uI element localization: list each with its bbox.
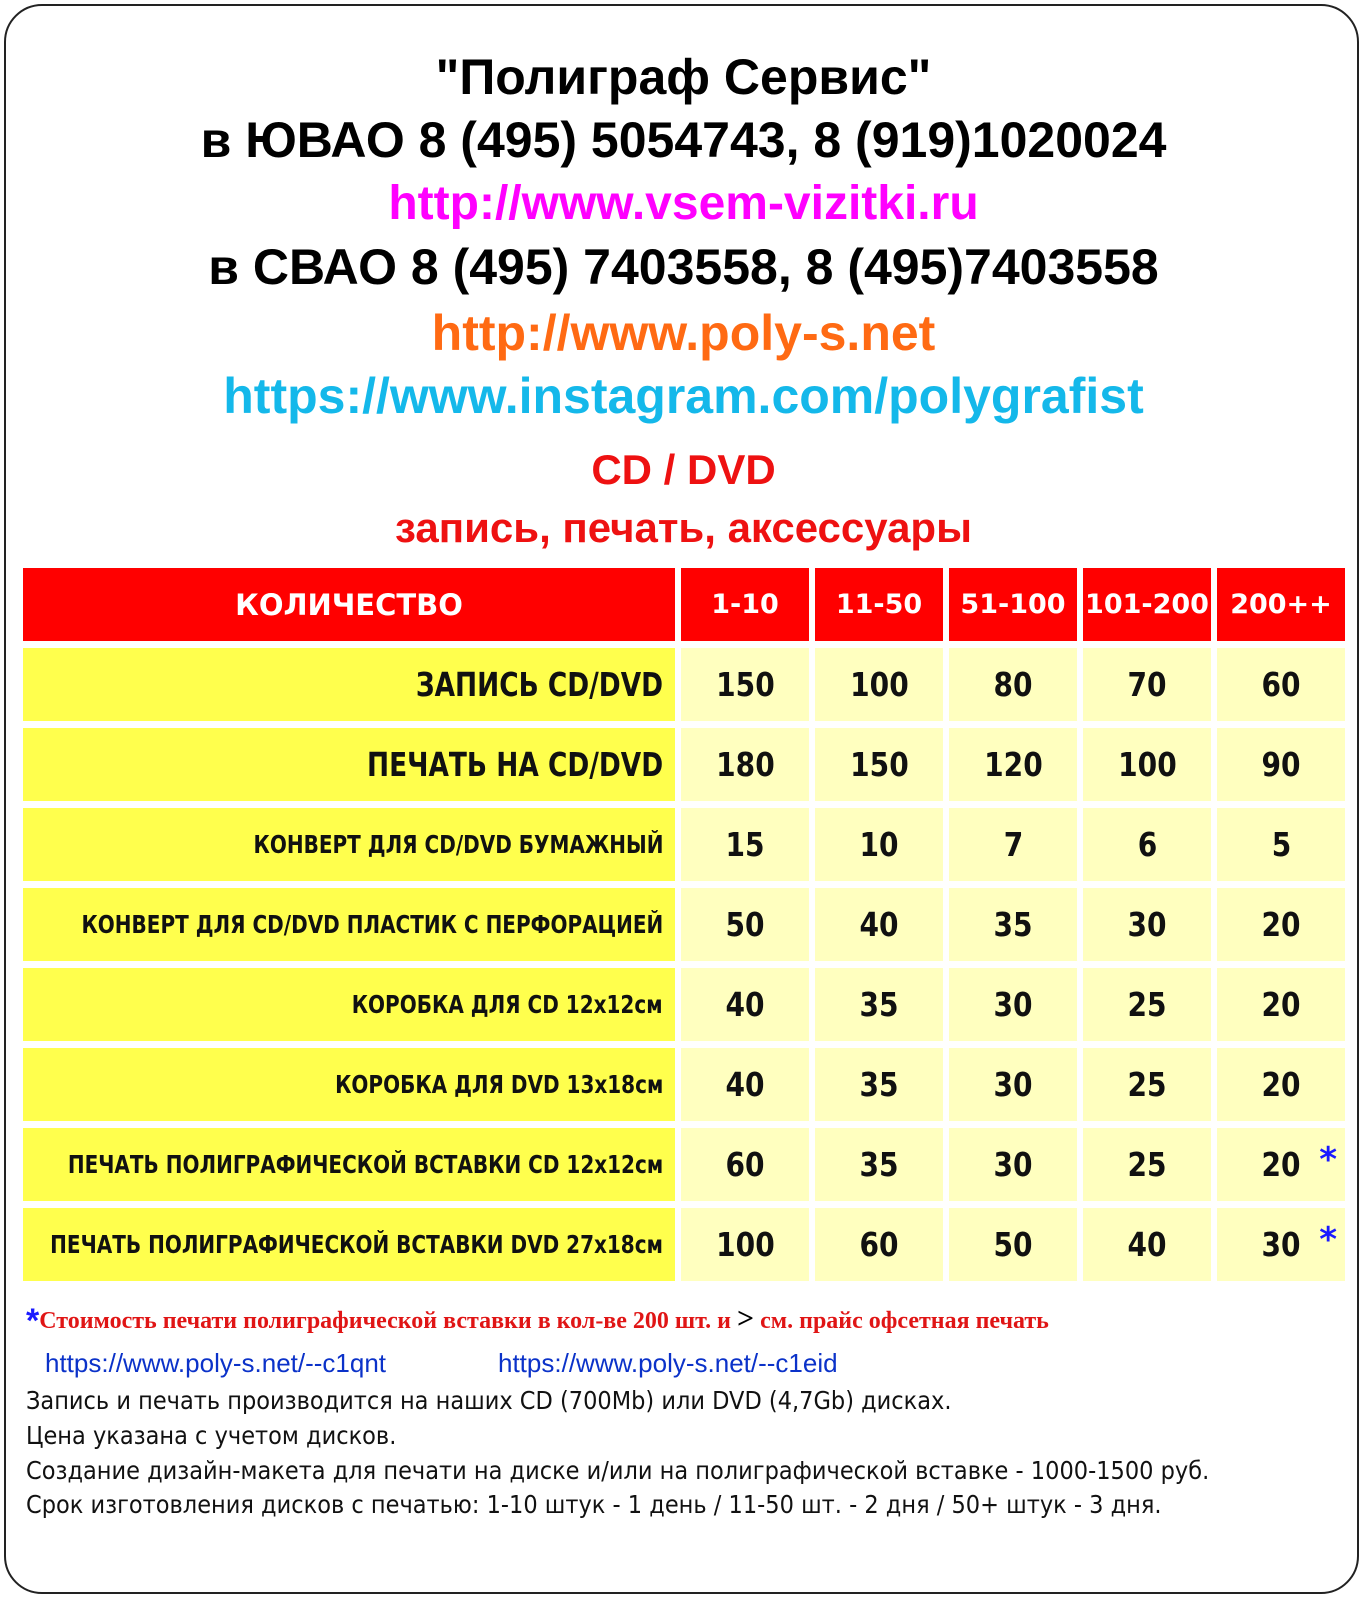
price-table	[23, 568, 1345, 1281]
price-cell	[1083, 1208, 1211, 1281]
row-label-text: КОНВЕРТ ДЛЯ CD/DVD БУМАЖНЫЙ	[253, 830, 663, 859]
price-cell	[815, 1208, 943, 1281]
link-vsem-vizitki[interactable]: http://www.vsem-vizitki.ru	[388, 177, 979, 230]
price-value: 20	[1261, 905, 1301, 944]
price-value: 90	[1261, 745, 1301, 784]
price-cell	[949, 968, 1077, 1041]
price-cell	[949, 808, 1077, 881]
price-value: 10	[859, 825, 899, 864]
footnote-star: *	[26, 1302, 40, 1340]
company-name: "Полиграф Сервис"	[435, 49, 932, 105]
info-line-discs: Запись и печать производится на наших CD (700Mb) или DVD (4,7Gb) дисках.	[26, 1386, 952, 1415]
phones-svao: в СВАО 8 (495) 7403558, 8 (495)7403558	[208, 239, 1159, 295]
price-cell	[949, 1208, 1077, 1281]
column-header-quantity: КОЛИЧЕСТВО	[23, 568, 675, 641]
footnote-marker-icon: *	[1319, 1140, 1337, 1180]
row-label	[23, 968, 675, 1041]
row-label-text: КОНВЕРТ ДЛЯ CD/DVD ПЛАСТИК С ПЕРФОРАЦИЕЙ	[81, 910, 663, 939]
price-cell	[949, 888, 1077, 961]
price-cell	[1083, 968, 1211, 1041]
price-value: 20	[1261, 1145, 1301, 1184]
price-cell	[681, 888, 809, 961]
column-header-qty-3: 51-100	[949, 568, 1077, 641]
phones-yuvao: в ЮВАО 8 (495) 5054743, 8 (919)1020024	[200, 112, 1167, 168]
price-cell	[681, 728, 809, 801]
price-cell	[815, 648, 943, 721]
price-cell	[1083, 888, 1211, 961]
row-label	[23, 808, 675, 881]
price-value: 30	[993, 1065, 1033, 1104]
column-header-qty-5: 200++	[1217, 568, 1345, 641]
price-value: 25	[1127, 1065, 1167, 1104]
price-cell	[949, 1128, 1077, 1201]
row-label	[23, 648, 675, 721]
price-value: 6	[1137, 825, 1157, 864]
price-value: 40	[725, 985, 765, 1024]
column-header-qty-2: 11-50	[815, 568, 943, 641]
info-line-design: Создание дизайн-макета для печати на диске и/или на полиграфической вставке - 1000-1500 руб.	[26, 1456, 1210, 1485]
row-label-text: КОРОБКА ДЛЯ CD 12x12см	[352, 990, 663, 1019]
price-value: 80	[993, 665, 1033, 704]
price-value: 15	[725, 825, 765, 864]
price-cell	[949, 648, 1077, 721]
link-offset-1[interactable]: https://www.poly-s.net/--c1qnt	[45, 1348, 387, 1378]
price-value: 40	[1127, 1225, 1167, 1264]
price-cell	[681, 808, 809, 881]
price-value: 25	[1127, 1145, 1167, 1184]
price-cell	[949, 728, 1077, 801]
price-value: 20	[1261, 985, 1301, 1024]
price-cell	[681, 1128, 809, 1201]
row-label	[23, 1208, 675, 1281]
price-value: 50	[725, 905, 765, 944]
price-cell	[1217, 968, 1345, 1041]
footnote	[26, 1302, 1049, 1341]
price-value: 180	[715, 745, 775, 784]
price-value: 150	[715, 665, 775, 704]
column-header-qty-1: 1-10	[681, 568, 809, 641]
price-value: 7	[1003, 825, 1023, 864]
price-value: 35	[993, 905, 1033, 944]
price-value: 25	[1127, 985, 1167, 1024]
price-value: 60	[725, 1145, 765, 1184]
price-cell	[681, 648, 809, 721]
link-instagram[interactable]: https://www.instagram.com/polygrafist	[223, 368, 1144, 424]
info-line-price: Цена указана с учетом дисков.	[26, 1421, 397, 1450]
footnote-gt-sign: >	[737, 1302, 755, 1335]
price-value: 35	[859, 1065, 899, 1104]
price-cell	[681, 968, 809, 1041]
price-value: 120	[983, 745, 1043, 784]
price-cell	[1083, 1048, 1211, 1121]
price-value: 30	[1127, 905, 1167, 944]
price-cell	[1083, 728, 1211, 801]
price-value: 50	[993, 1225, 1033, 1264]
row-label	[23, 888, 675, 961]
price-cell	[681, 1048, 809, 1121]
product-subtitle: запись, печать, аксессуары	[395, 504, 972, 551]
price-cell	[815, 968, 943, 1041]
price-value: 30	[993, 985, 1033, 1024]
price-cell	[681, 1208, 809, 1281]
price-value: 5	[1271, 825, 1291, 864]
link-offset-2[interactable]: https://www.poly-s.net/--c1eid	[498, 1348, 838, 1378]
row-label-text: ПЕЧАТЬ НА CD/DVD	[366, 745, 663, 784]
product-title: CD / DVD	[591, 446, 776, 493]
price-cell	[1217, 888, 1345, 961]
price-cell	[1217, 1048, 1345, 1121]
price-value: 35	[859, 1145, 899, 1184]
price-cell	[815, 728, 943, 801]
price-cell	[1217, 808, 1345, 881]
price-value: 60	[859, 1225, 899, 1264]
price-value: 150	[849, 745, 909, 784]
price-cell	[949, 1048, 1077, 1121]
row-label-text: ПЕЧАТЬ ПОЛИГРАФИЧЕСКОЙ ВСТАВКИ DVD 27x18см	[50, 1230, 663, 1259]
price-cell	[1083, 808, 1211, 881]
price-cell	[1217, 1208, 1345, 1281]
price-cell	[1083, 1128, 1211, 1201]
row-label	[23, 728, 675, 801]
price-value: 60	[1261, 665, 1301, 704]
price-value: 35	[859, 985, 899, 1024]
price-value: 20	[1261, 1065, 1301, 1104]
row-label-text: ЗАПИСЬ CD/DVD	[415, 665, 663, 704]
price-cell	[815, 888, 943, 961]
price-value: 40	[859, 905, 899, 944]
row-label	[23, 1048, 675, 1121]
price-cell	[815, 1048, 943, 1121]
price-value: 100	[715, 1225, 775, 1264]
price-cell	[1083, 648, 1211, 721]
price-cell	[1217, 1128, 1345, 1201]
price-value: 30	[1261, 1225, 1301, 1264]
info-line-terms: Срок изготовления дисков с печатью: 1-10 штук - 1 день / 11-50 шт. - 2 дня / 50+ штук - 3 дня.	[26, 1490, 1162, 1519]
row-label-text: КОРОБКА ДЛЯ DVD 13x18см	[334, 1070, 663, 1099]
row-label-text: ПЕЧАТЬ ПОЛИГРАФИЧЕСКОЙ ВСТАВКИ CD 12x12см	[67, 1150, 663, 1179]
price-cell	[815, 808, 943, 881]
price-cell	[1217, 648, 1345, 721]
price-value: 40	[725, 1065, 765, 1104]
price-value: 30	[993, 1145, 1033, 1184]
footnote-text-end: см. прайс офсетная печать	[754, 1308, 1049, 1334]
price-value: 100	[849, 665, 909, 704]
column-header-qty-4: 101-200	[1083, 568, 1211, 641]
footnote-marker-icon: *	[1319, 1220, 1337, 1260]
row-label	[23, 1128, 675, 1201]
price-value: 100	[1117, 745, 1177, 784]
link-poly-s[interactable]: http://www.poly-s.net	[431, 305, 936, 361]
price-cell	[1217, 728, 1345, 801]
price-cell	[815, 1128, 943, 1201]
footnote-text: Стоимость печати полиграфической вставки в кол-ве 200 шт. и	[39, 1308, 737, 1334]
price-value: 70	[1127, 665, 1167, 704]
